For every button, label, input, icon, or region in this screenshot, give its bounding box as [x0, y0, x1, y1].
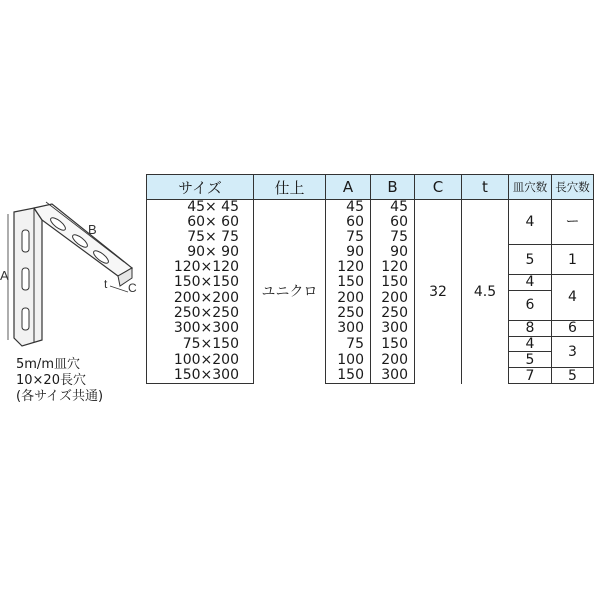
note-line-3: (各サイズ共通) — [16, 389, 104, 404]
header-finish: 仕上 — [254, 175, 326, 200]
header-a: A — [326, 175, 371, 200]
a-cell: 200 — [326, 290, 371, 305]
countersink-cell: 5 — [509, 245, 552, 275]
label-a: A — [0, 268, 9, 283]
table-row — [147, 352, 594, 368]
countersink-cell: 8 — [509, 320, 552, 336]
note-line-2: 10×20長穴 — [16, 373, 86, 388]
label-c: C — [128, 281, 137, 295]
header-c: C — [415, 175, 462, 200]
slot-cell: 4 — [552, 274, 594, 320]
t-cell: 4.5 — [462, 200, 509, 384]
finish-cell: ユニクロ — [254, 200, 326, 384]
countersink-cell: 4 — [509, 200, 552, 245]
countersink-cell: 4 — [509, 336, 552, 352]
a-cell: 75 — [326, 336, 371, 352]
b-cell: 150 — [371, 336, 415, 352]
table-row — [147, 336, 594, 352]
b-cell: 75 — [371, 230, 415, 245]
b-cell: 200 — [371, 290, 415, 305]
size-cell: 150×150 — [147, 274, 254, 290]
header-b: B — [371, 175, 415, 200]
table-row — [147, 245, 594, 260]
size-cell: 60× 60 — [147, 215, 254, 230]
b-cell: 250 — [371, 305, 415, 320]
slot-cell: 6 — [552, 320, 594, 336]
a-cell: 120 — [326, 260, 371, 275]
header-size: サイズ — [147, 175, 254, 200]
size-cell: 100×200 — [147, 352, 254, 368]
a-cell: 300 — [326, 320, 371, 336]
b-cell: 200 — [371, 352, 415, 368]
a-cell: 60 — [326, 215, 371, 230]
size-cell: 250×250 — [147, 305, 254, 320]
l-bracket-drawing — [0, 190, 160, 350]
a-cell: 45 — [326, 200, 371, 215]
table-row — [147, 320, 594, 336]
b-cell: 60 — [371, 215, 415, 230]
a-cell: 100 — [326, 352, 371, 368]
slot-cell: 5 — [552, 368, 594, 384]
note-line-1: 5m/m皿穴 — [16, 357, 80, 372]
table-row — [147, 290, 594, 305]
size-cell: 45× 45 — [147, 200, 254, 215]
b-cell: 45 — [371, 200, 415, 215]
slot-cell: ー — [552, 200, 594, 245]
table-row — [147, 274, 594, 290]
table-row — [147, 368, 594, 384]
slot-cell: 1 — [552, 245, 594, 275]
header-countersink: 皿穴数 — [509, 175, 552, 200]
size-cell: 75× 75 — [147, 230, 254, 245]
c-cell: 32 — [415, 200, 462, 384]
countersink-cell: 7 — [509, 368, 552, 384]
a-cell: 150 — [326, 274, 371, 290]
a-cell: 90 — [326, 245, 371, 260]
countersink-cell: 6 — [509, 290, 552, 320]
size-cell: 90× 90 — [147, 245, 254, 260]
countersink-cell: 4 — [509, 274, 552, 290]
size-cell: 200×200 — [147, 290, 254, 305]
slot-cell: 3 — [552, 336, 594, 368]
b-cell: 120 — [371, 260, 415, 275]
size-cell: 120×120 — [147, 260, 254, 275]
size-cell: 300×300 — [147, 320, 254, 336]
b-cell: 300 — [371, 368, 415, 384]
b-cell: 90 — [371, 245, 415, 260]
label-t: t — [104, 277, 108, 291]
a-cell: 250 — [326, 305, 371, 320]
hole-note — [16, 357, 103, 405]
table-header-row — [147, 175, 594, 200]
size-cell: 75×150 — [147, 336, 254, 352]
table-row — [147, 200, 594, 215]
b-cell: 150 — [371, 274, 415, 290]
size-cell: 150×300 — [147, 368, 254, 384]
label-b: B — [88, 222, 97, 237]
b-cell: 300 — [371, 320, 415, 336]
countersink-cell: 5 — [509, 352, 552, 368]
header-t: t — [462, 175, 509, 200]
spec-table — [146, 174, 594, 384]
a-cell: 75 — [326, 230, 371, 245]
a-cell: 150 — [326, 368, 371, 384]
header-slot: 長穴数 — [552, 175, 594, 200]
